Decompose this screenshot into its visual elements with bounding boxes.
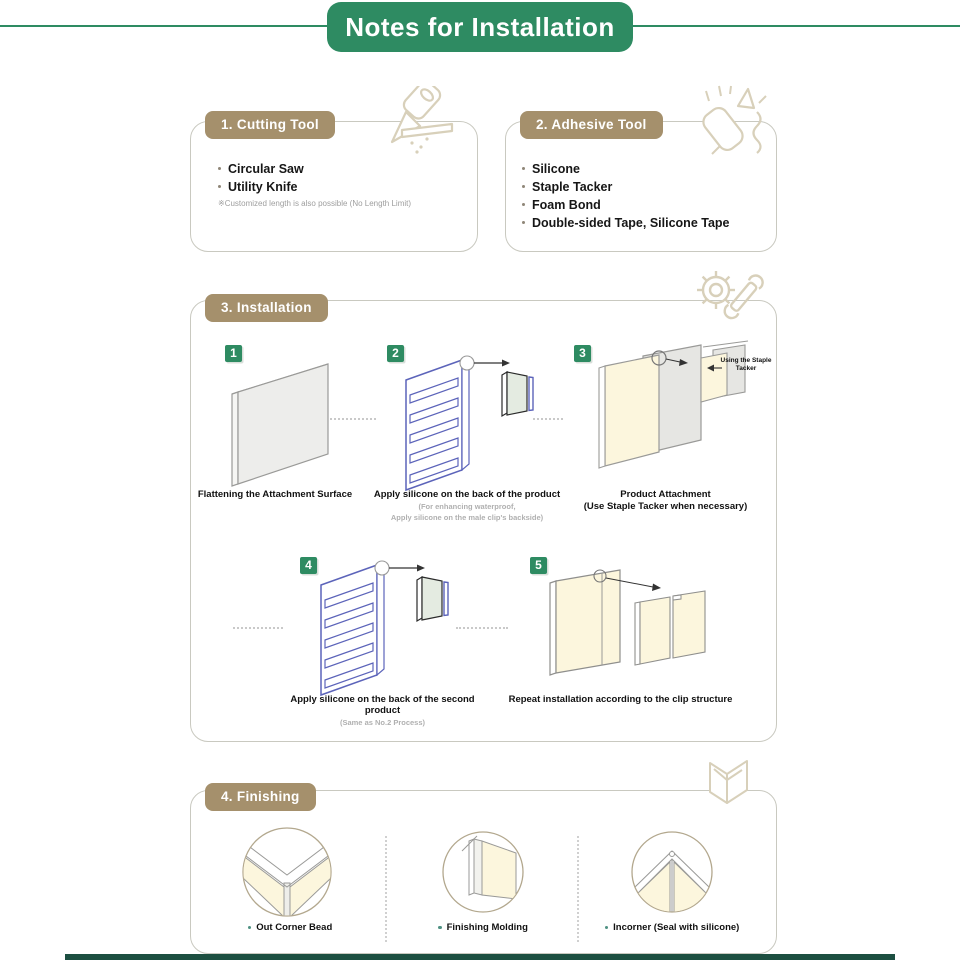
step5-repeat-install-diagram: [540, 565, 725, 690]
bullet-dot-icon: [522, 203, 525, 206]
list-item: Utility Knife: [218, 178, 411, 196]
list-item: Double-sided Tape, Silicone Tape: [522, 214, 730, 232]
step1-caption: Flattening the Attachment Surface: [197, 489, 353, 500]
list-item: Foam Bond: [522, 196, 730, 214]
gear-wrench-icon: [686, 262, 766, 334]
dotted-separator: [385, 836, 387, 942]
dotted-separator: [233, 627, 283, 629]
step3-caption: Product Attachment (Use Staple Tacker when necessary): [583, 489, 748, 512]
bullet-dot-icon: [522, 221, 525, 224]
bullet-dot-icon: [438, 926, 442, 930]
bullet-dot-icon: [605, 926, 609, 930]
out-corner-bead-diagram: [240, 825, 334, 919]
dotted-separator: [533, 418, 563, 420]
incorner-label: Incorner (Seal with silicone): [582, 922, 762, 933]
corner-molding-icon: [700, 757, 762, 817]
step5-caption: Repeat installation according to the clip structure: [508, 694, 733, 705]
bullet-dot-icon: [248, 926, 252, 930]
dotted-separator: [456, 627, 508, 629]
bullet-dot-icon: [218, 185, 221, 188]
dotted-separator: [330, 418, 376, 420]
installation-label: 3. Installation: [205, 294, 328, 322]
step-badge-1: 1: [225, 345, 242, 362]
step4-caption: Apply silicone on the back of the second product (Same as No.2 Process): [290, 694, 475, 727]
cutting-note: ※Customized length is also possible (No Length Limit): [218, 199, 412, 208]
step2-silicone-apply-diagram: [378, 350, 540, 495]
list-item: Staple Tacker: [522, 178, 730, 196]
bullet-dot-icon: [522, 185, 525, 188]
adhesive-tool-items: [522, 160, 730, 232]
bullet-dot-icon: [218, 167, 221, 170]
step-badge-2: 2: [387, 345, 404, 362]
adhesive-tool-label: 2. Adhesive Tool: [520, 111, 663, 139]
finishing-molding-diagram: [440, 829, 526, 915]
step2-caption: Apply silicone on the back of the product (For enhancing waterproof, Apply silicone on the male clip's backside): [373, 489, 561, 522]
utility-knife-icon: [368, 86, 464, 158]
incorner-diagram: [629, 829, 715, 915]
bullet-dot-icon: [522, 167, 525, 170]
step1-flat-surface-diagram: [222, 358, 337, 488]
step4-silicone-apply-diagram: [293, 555, 455, 700]
list-item: Circular Saw: [218, 160, 411, 178]
page-title: Notes for Installation: [327, 2, 633, 52]
silicone-tube-icon: [698, 84, 782, 158]
out-corner-bead-label: Out Corner Bead: [210, 922, 370, 933]
dotted-separator: [577, 836, 579, 942]
list-item: Silicone: [522, 160, 730, 178]
footer-bar: [65, 954, 895, 960]
cutting-tool-label: 1. Cutting Tool: [205, 111, 335, 139]
staple-tacker-annotation: Using the Staple Tacker: [720, 357, 772, 372]
finishing-label: 4. Finishing: [205, 783, 316, 811]
step-badge-5: 5: [530, 557, 547, 574]
step-badge-3: 3: [574, 345, 591, 362]
step-badge-4: 4: [300, 557, 317, 574]
finishing-molding-label: Finishing Molding: [403, 922, 563, 933]
cutting-tool-items: [218, 160, 411, 208]
